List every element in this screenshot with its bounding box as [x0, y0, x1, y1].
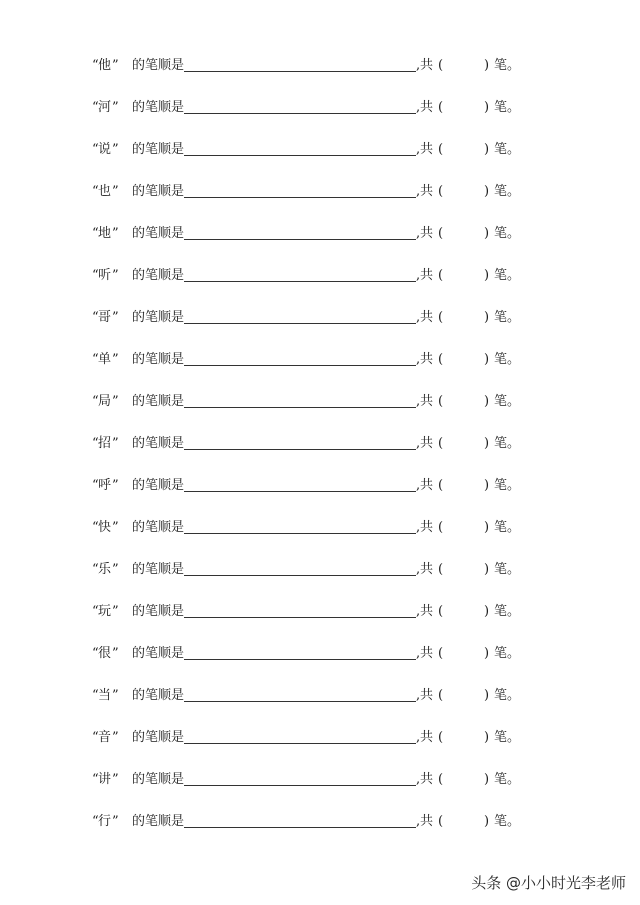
comma: ,	[416, 478, 421, 493]
unit-text: 笔。	[494, 646, 521, 661]
unit-text: 笔。	[494, 772, 521, 787]
close-quote: ”	[112, 100, 119, 115]
total-label: 共	[420, 730, 434, 745]
target-character: 招	[98, 436, 112, 451]
comma: ,	[416, 562, 421, 577]
stroke-count-paren-close: )	[484, 478, 490, 493]
close-quote: ”	[112, 478, 119, 493]
total-label: 共	[420, 58, 434, 73]
close-quote: ”	[112, 58, 119, 73]
stroke-order-answer-blank[interactable]	[184, 743, 416, 744]
target-character: 当	[98, 688, 112, 703]
total-label: 共	[420, 310, 434, 325]
total-label: 共	[420, 646, 434, 661]
stroke-order-question-row	[92, 642, 532, 684]
stroke-order-answer-blank[interactable]	[184, 323, 416, 324]
stroke-order-question-row	[92, 768, 532, 810]
stroke-order-question-row	[92, 180, 532, 222]
stroke-count-paren-open: (	[438, 562, 444, 577]
open-quote: “	[92, 394, 99, 409]
prompt-text: 的笔顺是	[132, 310, 185, 325]
close-quote: ”	[112, 142, 119, 157]
open-quote: “	[92, 478, 99, 493]
comma: ,	[416, 814, 421, 829]
prompt-text: 的笔顺是	[132, 394, 185, 409]
stroke-count-paren-close: )	[484, 100, 490, 115]
unit-text: 笔。	[494, 184, 521, 199]
target-character: 很	[98, 646, 112, 661]
stroke-count-paren-close: )	[484, 646, 490, 661]
stroke-count-paren-open: (	[438, 688, 444, 703]
prompt-text: 的笔顺是	[132, 268, 185, 283]
stroke-count-paren-close: )	[484, 310, 490, 325]
target-character: 他	[98, 58, 112, 73]
comma: ,	[416, 604, 421, 619]
prompt-text: 的笔顺是	[132, 604, 185, 619]
stroke-order-answer-blank[interactable]	[184, 617, 416, 618]
open-quote: “	[92, 604, 99, 619]
stroke-count-paren-close: )	[484, 268, 490, 283]
target-character: 行	[98, 814, 112, 829]
stroke-order-answer-blank[interactable]	[184, 659, 416, 660]
stroke-order-answer-blank[interactable]	[184, 197, 416, 198]
target-character: 单	[98, 352, 112, 367]
open-quote: “	[92, 310, 99, 325]
comma: ,	[416, 310, 421, 325]
stroke-count-paren-close: )	[484, 352, 490, 367]
open-quote: “	[92, 688, 99, 703]
open-quote: “	[92, 436, 99, 451]
unit-text: 笔。	[494, 226, 521, 241]
comma: ,	[416, 730, 421, 745]
stroke-count-paren-open: (	[438, 142, 444, 157]
comma: ,	[416, 268, 421, 283]
open-quote: “	[92, 268, 99, 283]
prompt-text: 的笔顺是	[132, 436, 185, 451]
unit-text: 笔。	[494, 310, 521, 325]
stroke-count-paren-open: (	[438, 436, 444, 451]
comma: ,	[416, 226, 421, 241]
stroke-order-question-row	[92, 306, 532, 348]
prompt-text: 的笔顺是	[132, 478, 185, 493]
target-character: 乐	[98, 562, 112, 577]
target-character: 呼	[98, 478, 112, 493]
unit-text: 笔。	[494, 520, 521, 535]
prompt-text: 的笔顺是	[132, 730, 185, 745]
unit-text: 笔。	[494, 436, 521, 451]
unit-text: 笔。	[494, 394, 521, 409]
unit-text: 笔。	[494, 478, 521, 493]
prompt-text: 的笔顺是	[132, 142, 185, 157]
prompt-text: 的笔顺是	[132, 184, 185, 199]
comma: ,	[416, 772, 421, 787]
unit-text: 笔。	[494, 58, 521, 73]
stroke-order-answer-blank[interactable]	[184, 113, 416, 114]
prompt-text: 的笔顺是	[132, 520, 185, 535]
stroke-count-paren-close: )	[484, 142, 490, 157]
stroke-count-paren-close: )	[484, 604, 490, 619]
stroke-order-answer-blank[interactable]	[184, 533, 416, 534]
open-quote: “	[92, 646, 99, 661]
close-quote: ”	[112, 772, 119, 787]
stroke-count-paren-open: (	[438, 772, 444, 787]
stroke-order-question-row	[92, 810, 532, 852]
open-quote: “	[92, 184, 99, 199]
target-character: 快	[98, 520, 112, 535]
stroke-count-paren-open: (	[438, 58, 444, 73]
open-quote: “	[92, 100, 99, 115]
stroke-count-paren-open: (	[438, 310, 444, 325]
total-label: 共	[420, 688, 434, 703]
stroke-order-question-row	[92, 390, 532, 432]
stroke-count-paren-close: )	[484, 394, 490, 409]
total-label: 共	[420, 394, 434, 409]
stroke-order-question-row	[92, 684, 532, 726]
stroke-count-paren-open: (	[438, 520, 444, 535]
close-quote: ”	[112, 310, 119, 325]
stroke-count-paren-close: )	[484, 58, 490, 73]
stroke-order-answer-blank[interactable]	[184, 449, 416, 450]
open-quote: “	[92, 562, 99, 577]
unit-text: 笔。	[494, 142, 521, 157]
stroke-order-question-row	[92, 96, 532, 138]
total-label: 共	[420, 100, 434, 115]
stroke-order-question-row	[92, 222, 532, 264]
unit-text: 笔。	[494, 562, 521, 577]
stroke-count-paren-close: )	[484, 436, 490, 451]
total-label: 共	[420, 562, 434, 577]
total-label: 共	[420, 268, 434, 283]
comma: ,	[416, 58, 421, 73]
prompt-text: 的笔顺是	[132, 100, 185, 115]
target-character: 讲	[98, 772, 112, 787]
stroke-order-question-row	[92, 516, 532, 558]
close-quote: ”	[112, 226, 119, 241]
stroke-order-question-row	[92, 348, 532, 390]
comma: ,	[416, 100, 421, 115]
comma: ,	[416, 436, 421, 451]
total-label: 共	[420, 478, 434, 493]
target-character: 局	[98, 394, 112, 409]
stroke-count-paren-open: (	[438, 394, 444, 409]
stroke-order-question-list	[92, 54, 532, 852]
target-character: 河	[98, 100, 112, 115]
stroke-order-answer-blank[interactable]	[184, 365, 416, 366]
stroke-count-paren-open: (	[438, 814, 444, 829]
stroke-order-question-row	[92, 600, 532, 642]
stroke-order-answer-blank[interactable]	[184, 701, 416, 702]
unit-text: 笔。	[494, 352, 521, 367]
close-quote: ”	[112, 730, 119, 745]
close-quote: ”	[112, 814, 119, 829]
stroke-count-paren-open: (	[438, 646, 444, 661]
stroke-count-paren-close: )	[484, 562, 490, 577]
unit-text: 笔。	[494, 730, 521, 745]
watermark: 头条 @小小时光李老师	[471, 874, 626, 892]
stroke-count-paren-open: (	[438, 604, 444, 619]
stroke-order-answer-blank[interactable]	[184, 785, 416, 786]
total-label: 共	[420, 520, 434, 535]
stroke-count-paren-close: )	[484, 184, 490, 199]
target-character: 也	[98, 184, 112, 199]
comma: ,	[416, 184, 421, 199]
stroke-order-answer-blank[interactable]	[184, 281, 416, 282]
open-quote: “	[92, 730, 99, 745]
total-label: 共	[420, 814, 434, 829]
comma: ,	[416, 142, 421, 157]
unit-text: 笔。	[494, 688, 521, 703]
stroke-count-paren-close: )	[484, 520, 490, 535]
stroke-count-paren-open: (	[438, 730, 444, 745]
stroke-order-question-row	[92, 264, 532, 306]
stroke-count-paren-close: )	[484, 814, 490, 829]
close-quote: ”	[112, 520, 119, 535]
open-quote: “	[92, 814, 99, 829]
close-quote: ”	[112, 688, 119, 703]
unit-text: 笔。	[494, 604, 521, 619]
comma: ,	[416, 688, 421, 703]
stroke-count-paren-close: )	[484, 730, 490, 745]
prompt-text: 的笔顺是	[132, 688, 185, 703]
stroke-order-answer-blank[interactable]	[184, 155, 416, 156]
close-quote: ”	[112, 184, 119, 199]
stroke-count-paren-open: (	[438, 184, 444, 199]
stroke-order-question-row	[92, 726, 532, 768]
unit-text: 笔。	[494, 100, 521, 115]
prompt-text: 的笔顺是	[132, 226, 185, 241]
total-label: 共	[420, 226, 434, 241]
close-quote: ”	[112, 352, 119, 367]
comma: ,	[416, 646, 421, 661]
total-label: 共	[420, 604, 434, 619]
total-label: 共	[420, 772, 434, 787]
close-quote: ”	[112, 394, 119, 409]
open-quote: “	[92, 520, 99, 535]
total-label: 共	[420, 184, 434, 199]
target-character: 地	[98, 226, 112, 241]
total-label: 共	[420, 142, 434, 157]
target-character: 说	[98, 142, 112, 157]
stroke-count-paren-close: )	[484, 226, 490, 241]
open-quote: “	[92, 58, 99, 73]
close-quote: ”	[112, 646, 119, 661]
target-character: 音	[98, 730, 112, 745]
prompt-text: 的笔顺是	[132, 646, 185, 661]
unit-text: 笔。	[494, 814, 521, 829]
total-label: 共	[420, 352, 434, 367]
stroke-count-paren-close: )	[484, 688, 490, 703]
stroke-order-answer-blank[interactable]	[184, 827, 416, 828]
open-quote: “	[92, 142, 99, 157]
stroke-count-paren-open: (	[438, 478, 444, 493]
prompt-text: 的笔顺是	[132, 814, 185, 829]
stroke-order-question-row	[92, 558, 532, 600]
target-character: 听	[98, 268, 112, 283]
comma: ,	[416, 520, 421, 535]
stroke-order-answer-blank[interactable]	[184, 407, 416, 408]
close-quote: ”	[112, 604, 119, 619]
stroke-order-answer-blank[interactable]	[184, 71, 416, 72]
prompt-text: 的笔顺是	[132, 58, 185, 73]
stroke-order-answer-blank[interactable]	[184, 239, 416, 240]
close-quote: ”	[112, 268, 119, 283]
comma: ,	[416, 394, 421, 409]
unit-text: 笔。	[494, 268, 521, 283]
stroke-order-question-row	[92, 474, 532, 516]
stroke-order-question-row	[92, 432, 532, 474]
stroke-order-answer-blank[interactable]	[184, 575, 416, 576]
stroke-count-paren-open: (	[438, 268, 444, 283]
target-character: 哥	[98, 310, 112, 325]
stroke-count-paren-open: (	[438, 226, 444, 241]
prompt-text: 的笔顺是	[132, 352, 185, 367]
prompt-text: 的笔顺是	[132, 772, 185, 787]
prompt-text: 的笔顺是	[132, 562, 185, 577]
stroke-count-paren-open: (	[438, 352, 444, 367]
open-quote: “	[92, 772, 99, 787]
total-label: 共	[420, 436, 434, 451]
stroke-order-question-row	[92, 54, 532, 96]
stroke-count-paren-open: (	[438, 100, 444, 115]
stroke-order-question-row	[92, 138, 532, 180]
stroke-count-paren-close: )	[484, 772, 490, 787]
close-quote: ”	[112, 436, 119, 451]
open-quote: “	[92, 352, 99, 367]
stroke-order-answer-blank[interactable]	[184, 491, 416, 492]
target-character: 玩	[98, 604, 112, 619]
open-quote: “	[92, 226, 99, 241]
comma: ,	[416, 352, 421, 367]
close-quote: ”	[112, 562, 119, 577]
